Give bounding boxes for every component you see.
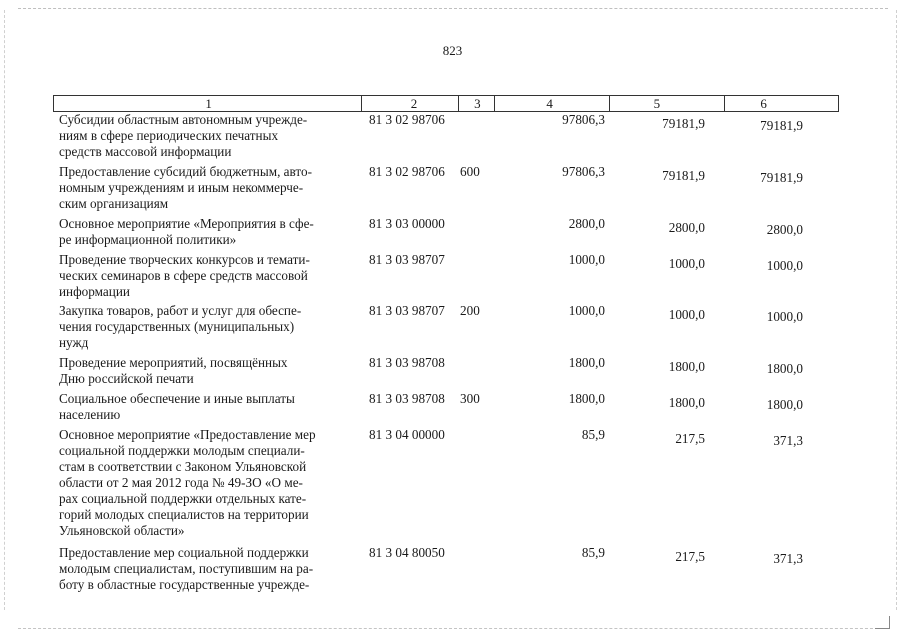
row-value-2022: 217,5 xyxy=(675,431,705,446)
row-type xyxy=(458,216,494,248)
desc-line: Субсидии областным автономным учрежде- xyxy=(59,112,308,127)
row-value-2021: 1000,0 xyxy=(568,252,605,267)
row-description xyxy=(53,252,361,300)
row-value-2022: 1800,0 xyxy=(668,395,705,410)
scan-edge-right xyxy=(896,10,897,610)
row-code: 81 3 04 80050 xyxy=(369,545,445,560)
desc-line: информации xyxy=(59,284,130,299)
row-type: 200 xyxy=(460,303,480,318)
row-description xyxy=(53,164,361,212)
desc-line: Социальное обеспечение и иные выплаты xyxy=(59,391,295,406)
row-value-2021: 97806,3 xyxy=(562,112,605,127)
row-type xyxy=(458,252,494,300)
row-value-2023: 1000,0 xyxy=(766,309,803,324)
table-row xyxy=(53,303,839,351)
row-value-2023: 371,3 xyxy=(773,433,803,448)
row-value-2023: 371,3 xyxy=(773,551,803,566)
row-value-2021: 97806,3 xyxy=(562,164,605,179)
row-type: 600 xyxy=(460,164,480,179)
row-value-2022: 1000,0 xyxy=(668,307,705,322)
desc-line: чения государственных (муниципальных) xyxy=(59,319,295,334)
row-type xyxy=(458,355,494,387)
desc-line: населению xyxy=(59,407,121,422)
row-value-2023: 2800,0 xyxy=(766,222,803,237)
desc-line: боту в областные государственные учрежде- xyxy=(59,577,310,592)
desc-line: ниям в сфере периодических печатных xyxy=(59,128,279,143)
row-description xyxy=(53,355,361,387)
desc-line: ческих семинаров в сфере средств массовой xyxy=(59,268,308,283)
row-code: 81 3 03 98707 xyxy=(369,303,445,318)
row-value-2022: 217,5 xyxy=(675,549,705,564)
row-value-2022: 79181,9 xyxy=(662,116,705,131)
desc-line: Проведение творческих конкурсов и темати- xyxy=(59,252,310,267)
row-value-2022: 2800,0 xyxy=(668,220,705,235)
row-code: 81 3 03 00000 xyxy=(369,216,445,231)
desc-line: рах социальной поддержки отдельных кате- xyxy=(59,491,307,506)
row-value-2021: 85,9 xyxy=(581,427,605,442)
row-value-2021: 2800,0 xyxy=(568,216,605,231)
row-type xyxy=(458,545,494,593)
row-value-2021: 1800,0 xyxy=(568,391,605,406)
desc-line: Предоставление субсидий бюджетным, авто- xyxy=(59,164,312,179)
row-description xyxy=(53,112,361,160)
page-number: 823 xyxy=(442,43,463,58)
row-code: 81 3 03 98708 xyxy=(369,355,445,370)
row-value-2021: 85,9 xyxy=(581,545,605,560)
desc-line: горий молодых специалистов на территории xyxy=(59,507,309,522)
row-value-2021: 1000,0 xyxy=(568,303,605,318)
desc-line: Закупка товаров, работ и услуг для обеспе- xyxy=(59,303,302,318)
desc-line: Основное мероприятие «Мероприятия в сфе- xyxy=(59,216,314,231)
row-value-2023: 79181,9 xyxy=(760,118,803,133)
corner-mark xyxy=(875,616,890,629)
desc-line: средств массовой информации xyxy=(59,144,232,159)
table-header xyxy=(53,95,839,112)
desc-line: Основное мероприятие «Предоставление мер xyxy=(59,427,316,442)
desc-line: ре информационной политики» xyxy=(59,232,237,247)
table-row xyxy=(53,545,839,593)
budget-table xyxy=(53,95,839,593)
desc-line: Проведение мероприятий, посвящённых xyxy=(59,355,288,370)
desc-line: Ульяновской области» xyxy=(59,523,185,538)
row-code: 81 3 02 98706 xyxy=(369,112,445,127)
desc-line: Дню российской печати xyxy=(59,371,194,386)
scan-edge-left xyxy=(4,10,5,610)
header-col-2: 2 xyxy=(361,96,458,111)
table-body xyxy=(53,112,839,593)
desc-line: молодым специалистам, поступившим на ра- xyxy=(59,561,314,576)
table-row xyxy=(53,112,839,160)
row-value-2023: 79181,9 xyxy=(760,170,803,185)
row-value-2023: 1800,0 xyxy=(766,397,803,412)
desc-line: нужд xyxy=(59,335,89,350)
scan-edge-bottom xyxy=(18,628,888,629)
desc-line: социальной поддержки молодым специали- xyxy=(59,443,305,458)
desc-line: стам в соответствии с Законом Ульяновской xyxy=(59,459,307,474)
table-row xyxy=(53,252,839,300)
table-row xyxy=(53,427,839,539)
row-value-2022: 79181,9 xyxy=(662,168,705,183)
table-row xyxy=(53,164,839,212)
row-code: 81 3 02 98706 xyxy=(369,164,445,179)
row-description xyxy=(53,427,361,539)
table-row xyxy=(53,355,839,387)
header-col-3: 3 xyxy=(458,96,494,111)
row-value-2021: 1800,0 xyxy=(568,355,605,370)
row-type: 300 xyxy=(460,391,480,406)
row-type xyxy=(458,427,494,539)
header-col-4: 4 xyxy=(494,96,609,111)
row-value-2023: 1000,0 xyxy=(766,258,803,273)
row-value-2022: 1000,0 xyxy=(668,256,705,271)
row-description xyxy=(53,303,361,351)
row-description xyxy=(53,216,361,248)
row-description xyxy=(53,545,361,593)
row-value-2023: 1800,0 xyxy=(766,361,803,376)
desc-line: номным учреждениям и иным некоммерче- xyxy=(59,180,304,195)
desc-line: Предоставление мер социальной поддержки xyxy=(59,545,309,560)
row-code: 81 3 04 00000 xyxy=(369,427,445,442)
scan-edge-top xyxy=(18,8,888,9)
header-col-5: 5 xyxy=(609,96,725,111)
header-col-6: 6 xyxy=(724,96,838,111)
row-code: 81 3 03 98707 xyxy=(369,252,445,267)
row-description xyxy=(53,391,361,423)
table-row xyxy=(53,216,839,248)
desc-line: области от 2 мая 2012 года № 49-ЗО «О ме- xyxy=(59,475,303,490)
header-col-1: 1 xyxy=(205,96,212,111)
row-value-2022: 1800,0 xyxy=(668,359,705,374)
table-row xyxy=(53,391,839,423)
desc-line: ским организациям xyxy=(59,196,169,211)
row-code: 81 3 03 98708 xyxy=(369,391,445,406)
row-type xyxy=(458,112,494,160)
